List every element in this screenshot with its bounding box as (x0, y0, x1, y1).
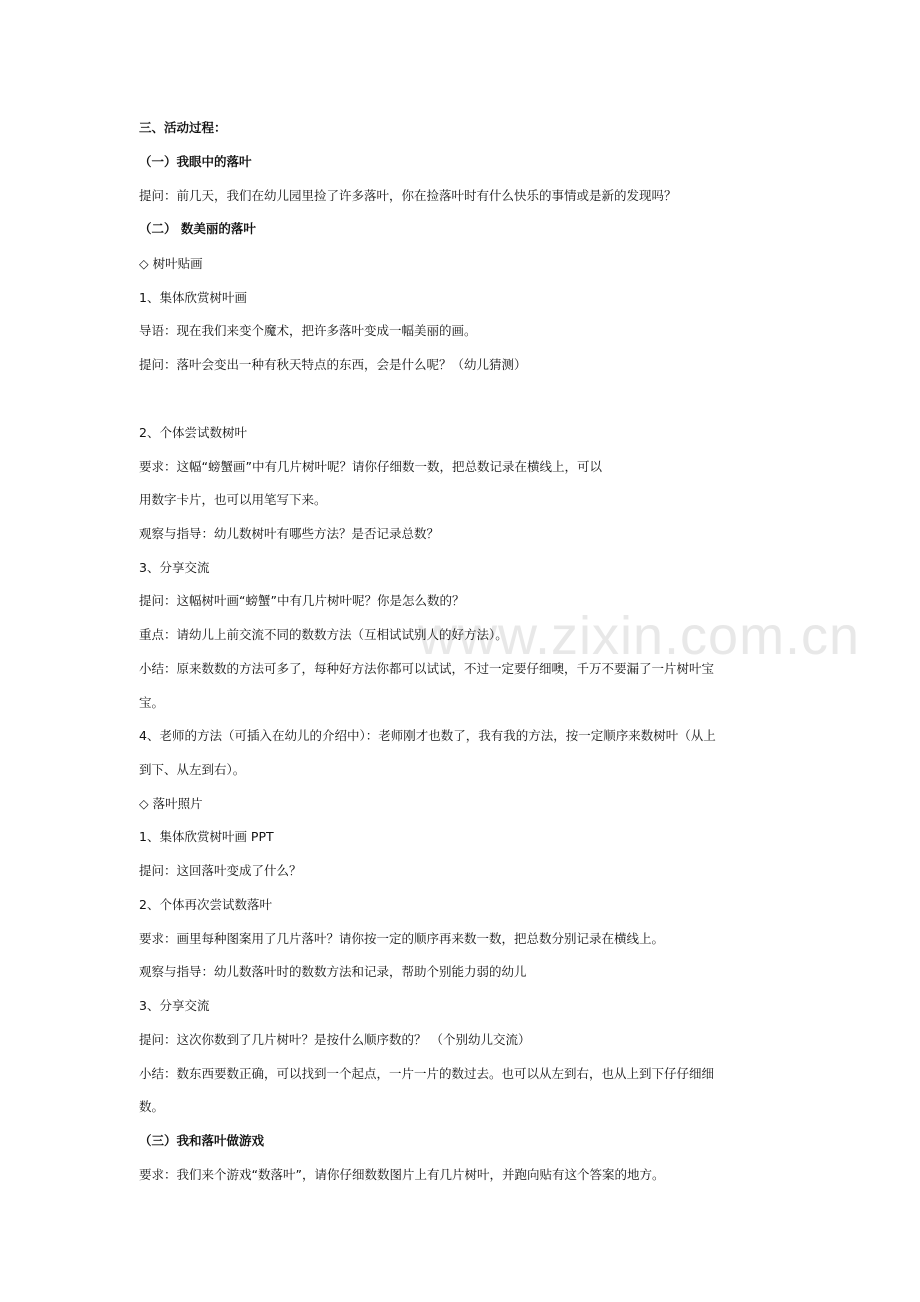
paragraph: 要求：画里每种图案用了几片落叶？请你按一定的顺序再来数一数，把总数分别记录在横线上。 (139, 931, 665, 946)
paragraph: 要求：这幅“螃蟹画”中有几片树叶呢？请你仔细数一数，把总数记录在横线上，可以 (139, 459, 602, 474)
paragraph: 重点：请幼儿上前交流不同的数数方法（互相试试别人的好方法）。 (139, 627, 508, 642)
paragraph: 2、个体尝试数树叶 (139, 425, 247, 440)
paragraph: 提问：前几天，我们在幼儿园里捡了许多落叶，你在捡落叶时有什么快乐的事情或是新的发现吗？ (139, 188, 677, 203)
paragraph: 2、个体再次尝试数落叶 (139, 897, 272, 912)
paragraph: 导语：现在我们来变个魔术，把许多落叶变成一幅美丽的画。 (139, 323, 477, 338)
paragraph: 数。 (139, 1099, 165, 1114)
subsection-heading: （三）我和落叶做游戏 (139, 1133, 265, 1148)
paragraph: 要求：我们来个游戏“数落叶”，请你仔细数数图片上有几片树叶，并跑向贴有这个答案的地方。 (139, 1167, 665, 1182)
paragraph: 提问：这幅树叶画“螃蟹”中有几片树叶呢？你是怎么数的？ (139, 593, 465, 608)
paragraph: 小结：数东西要数正确，可以找到一个起点，一片一片的数过去。也可以从左到右，也从上到下仔仔细细 (139, 1066, 715, 1081)
paragraph: 1、集体欣赏树叶画 (139, 290, 247, 305)
paragraph: 到下、从左到右）。 (139, 762, 246, 777)
paragraph: 3、分享交流 (139, 998, 210, 1013)
section-heading: 三、活动过程： (139, 120, 227, 135)
paragraph: 小结：原来数数的方法可多了，每种好方法你都可以试试，不过一定要仔细噢，千万不要漏了一片树叶宝 (139, 661, 715, 676)
watermark: www.zixin.com.cn (418, 606, 861, 666)
paragraph: 1、集体欣赏树叶画 PPT (139, 829, 274, 844)
subsection-heading: （一）我眼中的落叶 (139, 154, 252, 169)
paragraph: 提问：这次你数到了几片树叶？是按什么顺序数的？ （个别幼儿交流） (139, 1032, 531, 1047)
paragraph: ◇ 落叶照片 (139, 796, 203, 811)
paragraph: 提问：落叶会变出一种有秋天特点的东西，会是什么呢？（幼儿猜测） (139, 357, 527, 372)
paragraph: 观察与指导：幼儿数落叶时的数数方法和记录，帮助个别能力弱的幼儿 (139, 964, 527, 979)
paragraph: 3、分享交流 (139, 560, 210, 575)
paragraph: 用数字卡片，也可以用笔写下来。 (139, 492, 327, 507)
subsection-heading: （二） 数美丽的落叶 (139, 221, 256, 236)
paragraph: 观察与指导：幼儿数树叶有哪些方法？是否记录总数？ (139, 526, 440, 541)
paragraph: 宝。 (139, 695, 165, 710)
paragraph: 4、老师的方法（可插入在幼儿的介绍中）：老师刚才也数了，我有我的方法，按一定顺序来数树叶（从上 (139, 728, 716, 743)
paragraph: 提问：这回落叶变成了什么？ (139, 863, 302, 878)
paragraph: ◇ 树叶贴画 (139, 256, 203, 271)
